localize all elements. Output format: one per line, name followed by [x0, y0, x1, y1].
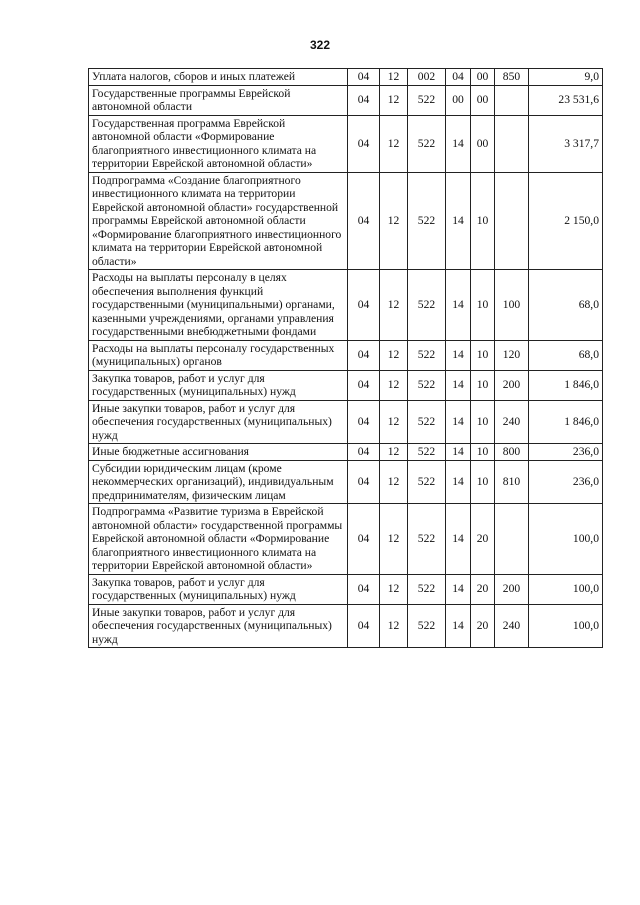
expense-type-code: 810 — [495, 460, 529, 504]
target-article-code-1: 002 — [408, 69, 446, 86]
row-name: Государственная программа Еврейской автономной области «Формирование благоприятного инвестиционного климата на территории Еврейской автономной области» — [89, 115, 348, 172]
table-row — [89, 574, 603, 604]
target-article-code-3: 00 — [471, 115, 495, 172]
row-name: Подпрограмма «Развитие туризма в Еврейской автономной области» государственной программы Еврейской автономной области «Формирование благоприятного инвестиционного климата на территории Еврейской автономной области» — [89, 504, 348, 575]
row-name: Подпрограмма «Создание благоприятного инвестиционного климата на территории Еврейской автономной области» государственной программы Еврейской автономной области «Формирование благоприятного инвестиционного климата на территории Еврейской автономной области» — [89, 172, 348, 270]
subsection-code: 12 — [380, 400, 408, 444]
section-code: 04 — [348, 270, 380, 341]
amount: 9,0 — [529, 69, 603, 86]
amount: 236,0 — [529, 444, 603, 461]
expense-type-code — [495, 115, 529, 172]
amount: 236,0 — [529, 460, 603, 504]
target-article-code-1: 522 — [408, 460, 446, 504]
section-code: 04 — [348, 69, 380, 86]
section-code: 04 — [348, 444, 380, 461]
section-code: 04 — [348, 460, 380, 504]
target-article-code-3: 20 — [471, 504, 495, 575]
subsection-code: 12 — [380, 460, 408, 504]
table-row — [89, 444, 603, 461]
amount: 100,0 — [529, 574, 603, 604]
target-article-code-1: 522 — [408, 270, 446, 341]
budget-table-body — [89, 69, 603, 648]
subsection-code: 12 — [380, 85, 408, 115]
target-article-code-3: 20 — [471, 574, 495, 604]
target-article-code-3: 10 — [471, 370, 495, 400]
expense-type-code: 240 — [495, 400, 529, 444]
row-name: Расходы на выплаты персоналу в целях обеспечения выполнения функций государственными (муниципальными) органами, казенными учреждениями, органами управления государственными внебюджетными фондами — [89, 270, 348, 341]
subsection-code: 12 — [380, 69, 408, 86]
subsection-code: 12 — [380, 504, 408, 575]
target-article-code-3: 10 — [471, 460, 495, 504]
target-article-code-1: 522 — [408, 85, 446, 115]
amount: 68,0 — [529, 340, 603, 370]
table-row — [89, 400, 603, 444]
expense-type-code: 100 — [495, 270, 529, 341]
target-article-code-3: 10 — [471, 444, 495, 461]
section-code: 04 — [348, 172, 380, 270]
target-article-code-2: 14 — [446, 504, 471, 575]
target-article-code-1: 522 — [408, 504, 446, 575]
target-article-code-2: 00 — [446, 85, 471, 115]
section-code: 04 — [348, 340, 380, 370]
subsection-code: 12 — [380, 574, 408, 604]
row-name: Закупка товаров, работ и услуг для государственных (муниципальных) нужд — [89, 370, 348, 400]
table-row — [89, 85, 603, 115]
target-article-code-2: 14 — [446, 370, 471, 400]
target-article-code-2: 14 — [446, 400, 471, 444]
subsection-code: 12 — [380, 370, 408, 400]
target-article-code-1: 522 — [408, 172, 446, 270]
section-code: 04 — [348, 370, 380, 400]
target-article-code-3: 10 — [471, 340, 495, 370]
target-article-code-2: 14 — [446, 172, 471, 270]
expense-type-code: 800 — [495, 444, 529, 461]
section-code: 04 — [348, 574, 380, 604]
target-article-code-1: 522 — [408, 400, 446, 444]
expense-type-code — [495, 172, 529, 270]
expense-type-code: 240 — [495, 604, 529, 648]
amount: 23 531,6 — [529, 85, 603, 115]
subsection-code: 12 — [380, 604, 408, 648]
target-article-code-1: 522 — [408, 604, 446, 648]
target-article-code-1: 522 — [408, 574, 446, 604]
row-name: Иные закупки товаров, работ и услуг для обеспечения государственных (муниципальных) нужд — [89, 400, 348, 444]
section-code: 04 — [348, 85, 380, 115]
expense-type-code: 200 — [495, 370, 529, 400]
table-row — [89, 270, 603, 341]
amount: 68,0 — [529, 270, 603, 341]
target-article-code-2: 14 — [446, 574, 471, 604]
section-code: 04 — [348, 115, 380, 172]
target-article-code-3: 10 — [471, 400, 495, 444]
section-code: 04 — [348, 504, 380, 575]
target-article-code-1: 522 — [408, 370, 446, 400]
target-article-code-2: 14 — [446, 340, 471, 370]
target-article-code-3: 20 — [471, 604, 495, 648]
expense-type-code: 850 — [495, 69, 529, 86]
row-name: Иные закупки товаров, работ и услуг для обеспечения государственных (муниципальных) нужд — [89, 604, 348, 648]
subsection-code: 12 — [380, 172, 408, 270]
section-code: 04 — [348, 400, 380, 444]
target-article-code-1: 522 — [408, 444, 446, 461]
table-row — [89, 115, 603, 172]
expense-type-code: 200 — [495, 574, 529, 604]
row-name: Иные бюджетные ассигнования — [89, 444, 348, 461]
target-article-code-3: 00 — [471, 85, 495, 115]
target-article-code-2: 14 — [446, 444, 471, 461]
table-row — [89, 69, 603, 86]
table-row — [89, 460, 603, 504]
target-article-code-1: 522 — [408, 340, 446, 370]
target-article-code-2: 14 — [446, 460, 471, 504]
target-article-code-3: 00 — [471, 69, 495, 86]
amount: 100,0 — [529, 504, 603, 575]
amount: 100,0 — [529, 604, 603, 648]
target-article-code-3: 10 — [471, 270, 495, 341]
table-row — [89, 172, 603, 270]
expense-type-code — [495, 504, 529, 575]
subsection-code: 12 — [380, 444, 408, 461]
row-name: Расходы на выплаты персоналу государственных (муниципальных) органов — [89, 340, 348, 370]
page-number: 322 — [309, 38, 331, 52]
amount: 1 846,0 — [529, 400, 603, 444]
table-row — [89, 340, 603, 370]
target-article-code-2: 14 — [446, 604, 471, 648]
row-name: Государственные программы Еврейской автономной области — [89, 85, 348, 115]
budget-table — [88, 68, 603, 648]
subsection-code: 12 — [380, 115, 408, 172]
expense-type-code — [495, 85, 529, 115]
section-code: 04 — [348, 604, 380, 648]
table-row — [89, 504, 603, 575]
subsection-code: 12 — [380, 270, 408, 341]
row-name: Закупка товаров, работ и услуг для государственных (муниципальных) нужд — [89, 574, 348, 604]
target-article-code-2: 14 — [446, 115, 471, 172]
subsection-code: 12 — [380, 340, 408, 370]
table-row — [89, 604, 603, 648]
amount: 1 846,0 — [529, 370, 603, 400]
amount: 2 150,0 — [529, 172, 603, 270]
table-row — [89, 370, 603, 400]
target-article-code-3: 10 — [471, 172, 495, 270]
target-article-code-2: 14 — [446, 270, 471, 341]
target-article-code-1: 522 — [408, 115, 446, 172]
amount: 3 317,7 — [529, 115, 603, 172]
expense-type-code: 120 — [495, 340, 529, 370]
row-name: Субсидии юридическим лицам (кроме некоммерческих организаций), индивидуальным предпринимателям, физическим лицам — [89, 460, 348, 504]
target-article-code-2: 04 — [446, 69, 471, 86]
row-name: Уплата налогов, сборов и иных платежей — [89, 69, 348, 86]
